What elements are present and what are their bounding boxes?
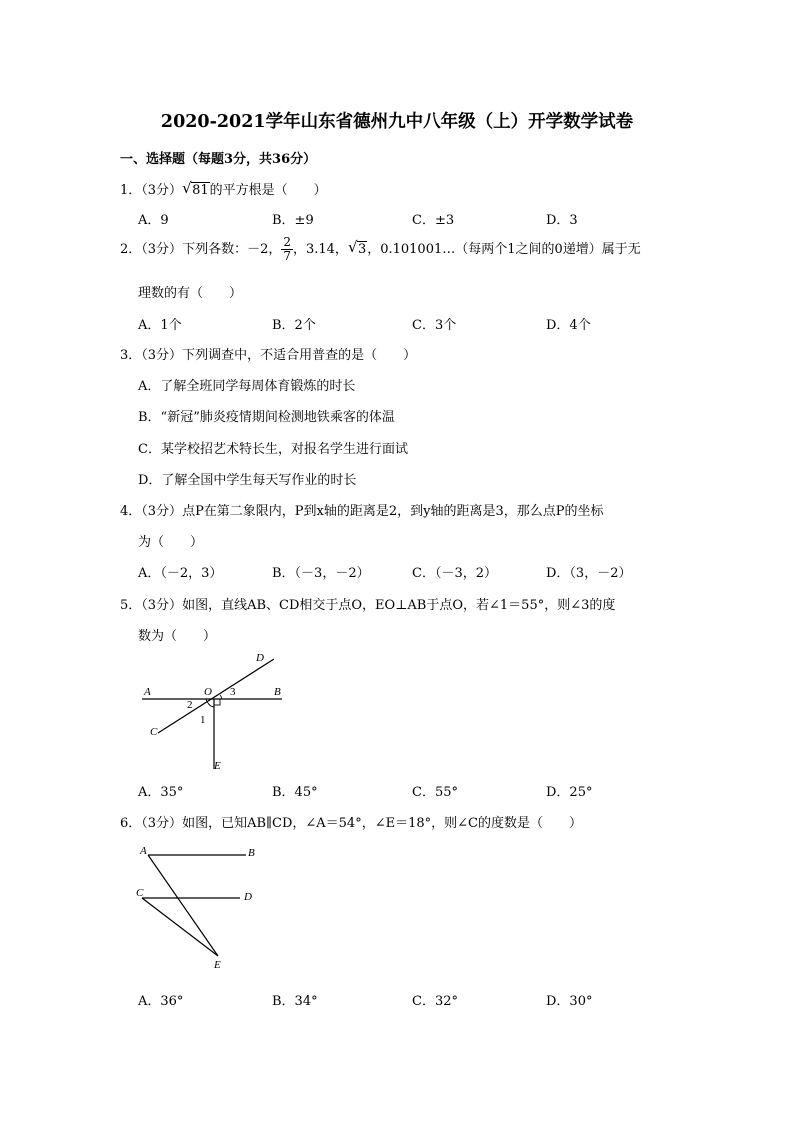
question-text: 下列各数：－2， — [182, 242, 282, 257]
section-heading: 一、选择题（每题3分，共36分） — [120, 152, 317, 167]
question-number: 3． — [120, 348, 142, 363]
question-text: 如图，已知AB∥CD，∠A＝54°，∠E＝18°，则∠C的度数是（ ） — [182, 816, 582, 831]
option-b[interactable]: B．34° — [272, 994, 318, 1009]
question-score: （3分） — [141, 183, 183, 198]
question-1 — [120, 179, 327, 198]
line-cd — [158, 659, 274, 733]
question-text: 点P在第二象限内，P到x轴的距离是2，到y轴的距离是3，那么点P的坐标 — [182, 504, 604, 519]
question-text: 如图，直线AB、CD相交于点O，EO⊥AB于点O，若∠1＝55°，则∠3的度 — [182, 598, 616, 613]
label-angle-1: 1 — [200, 714, 206, 726]
question-text: 下列调查中，不适合用普查的是（ ） — [182, 348, 417, 363]
option-b[interactable]: B．2个 — [272, 318, 316, 333]
label-angle-2: 2 — [187, 699, 193, 711]
label-b: B — [274, 686, 281, 698]
option-a[interactable]: A．36° — [138, 994, 184, 1009]
question-3 — [120, 344, 416, 363]
label-e: E — [214, 760, 221, 772]
sqrt-expression: √ 3 — [347, 238, 367, 257]
figure-q5 — [138, 645, 298, 775]
page-title: 2020-2021学年山东省德州九中八年级（上）开学数学试卷 — [160, 112, 634, 132]
question-number: 2． — [120, 242, 142, 257]
option-a[interactable]: A．35° — [138, 785, 184, 800]
question-2 — [120, 236, 641, 263]
option-a[interactable]: A．1个 — [138, 318, 182, 333]
option-a[interactable]: A．了解全班同学每周体育锻炼的时长 — [138, 379, 356, 394]
option-c[interactable]: C．32° — [412, 994, 458, 1009]
option-d[interactable]: D．25° — [546, 785, 593, 800]
label-angle-3: 3 — [230, 686, 236, 698]
question-number: 1． — [120, 183, 142, 198]
question-text-line2: 为（ ） — [138, 535, 204, 550]
label-d: D — [244, 891, 252, 903]
option-b[interactable]: B．±9 — [272, 213, 314, 228]
option-d[interactable]: D．4个 — [546, 318, 591, 333]
label-e: E — [214, 959, 221, 971]
question-text: 的平方根是（ ） — [209, 183, 327, 198]
option-c[interactable]: C．55° — [412, 785, 458, 800]
option-c[interactable]: C．（－3，2） — [412, 566, 497, 581]
option-c[interactable]: C．3个 — [412, 318, 457, 333]
question-score: （3分） — [141, 348, 183, 363]
question-text-line2: 数为（ ） — [138, 629, 217, 644]
label-d: D — [256, 652, 264, 664]
option-b[interactable]: B．45° — [272, 785, 318, 800]
option-d[interactable]: D．了解全国中学生每天写作业的时长 — [138, 473, 357, 488]
figure-q6 — [132, 838, 272, 973]
label-c: C — [150, 726, 158, 738]
option-d[interactable]: D．30° — [546, 994, 593, 1009]
question-score: （3分） — [141, 598, 183, 613]
question-5 — [120, 594, 615, 613]
question-text: ，3.14， — [292, 242, 348, 257]
option-c[interactable]: C．±3 — [412, 213, 455, 228]
label-a: A — [140, 845, 147, 857]
angle-1-arc — [208, 703, 214, 707]
label-c: C — [136, 887, 144, 899]
question-number: 5． — [120, 598, 142, 613]
option-a[interactable]: A．9 — [138, 213, 169, 228]
question-score: （3分） — [141, 504, 183, 519]
question-text: ，0.101001…（每两个1之间的0递增）属于无 — [367, 242, 641, 257]
option-c[interactable]: C．某学校招艺术特长生，对报名学生进行面试 — [138, 442, 408, 457]
line-ce — [142, 898, 218, 956]
option-b[interactable]: B．（－3，－2） — [272, 566, 370, 581]
label-a: A — [144, 686, 151, 698]
question-text-line2: 理数的有（ ） — [138, 286, 243, 301]
sqrt-expression: √ 81 — [182, 179, 209, 198]
fraction: $\frac{2}{7}$ — [283, 235, 291, 263]
question-4 — [120, 500, 604, 519]
label-o: O — [204, 686, 212, 698]
option-a[interactable]: A．（－2，3） — [138, 566, 223, 581]
question-score: （3分） — [141, 816, 183, 831]
question-number: 6． — [120, 816, 142, 831]
question-number: 4． — [120, 504, 142, 519]
option-d[interactable]: D．（3，－2） — [546, 566, 632, 581]
line-ae — [148, 855, 218, 956]
option-d[interactable]: D．3 — [546, 213, 578, 228]
label-b: B — [248, 847, 255, 859]
question-score: （3分） — [141, 242, 183, 257]
option-b[interactable]: B．“新冠”肺炎疫情期间检测地铁乘客的体温 — [138, 410, 395, 425]
question-6 — [120, 812, 582, 831]
right-angle-mark — [214, 699, 220, 705]
